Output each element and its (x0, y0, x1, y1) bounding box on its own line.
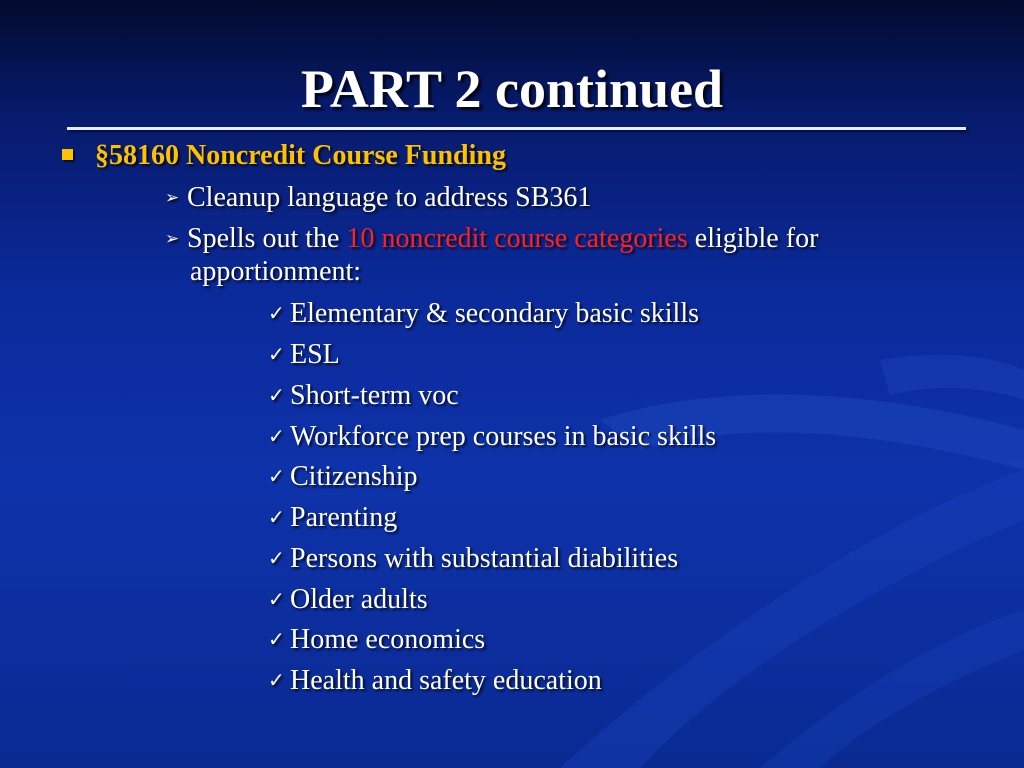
checkmark-icon: ✓ (268, 627, 285, 651)
subpoint-categories (165, 223, 818, 255)
heading-text: §58160 Noncredit Course Funding (95, 140, 506, 171)
category-label: ESL (290, 339, 340, 370)
category-label: Citizenship (290, 461, 418, 492)
category-item (268, 542, 678, 575)
subpoint-text-after: eligible for (687, 223, 819, 254)
category-item (268, 420, 716, 453)
heading-bullet (62, 140, 506, 172)
checkmark-icon: ✓ (268, 342, 285, 366)
slide-title: PART 2 continued (300, 59, 724, 119)
category-label: Parenting (290, 502, 398, 533)
category-item (268, 297, 699, 330)
checkmark-icon: ✓ (268, 587, 285, 611)
category-item (268, 460, 418, 493)
subpoint-text-before: Spells out the (187, 223, 347, 254)
category-label: Workforce prep courses in basic skills (290, 421, 717, 452)
category-item (268, 664, 602, 697)
category-label: Home economics (290, 624, 486, 655)
checkmark-icon: ✓ (268, 546, 285, 570)
category-item (268, 583, 428, 616)
category-label: Short-term voc (290, 380, 459, 411)
square-bullet-icon (62, 149, 73, 160)
checkmark-icon: ✓ (268, 464, 285, 488)
category-label: Persons with substantial diabilities (290, 543, 679, 574)
highlighted-categories-text: 10 noncredit course categories (346, 223, 688, 254)
checkmark-icon: ✓ (268, 383, 285, 407)
category-item (268, 379, 459, 412)
subpoint-continuation: apportionment: (190, 256, 362, 287)
checkmark-icon: ✓ (268, 505, 285, 529)
category-label: Health and safety education (290, 665, 602, 696)
checkmark-icon: ✓ (268, 668, 285, 692)
category-label: Elementary & secondary basic skills (290, 298, 699, 329)
arrow-bullet-icon: ➢ (165, 188, 180, 207)
category-label: Older adults (290, 584, 428, 615)
checkmark-icon: ✓ (268, 301, 285, 325)
checkmark-icon: ✓ (268, 424, 285, 448)
category-item (268, 623, 485, 656)
subpoint-cleanup (165, 182, 591, 214)
subpoint-text: Cleanup language to address SB361 (187, 182, 592, 213)
category-item (268, 501, 397, 534)
category-item (268, 338, 340, 371)
arrow-bullet-icon: ➢ (165, 229, 180, 248)
